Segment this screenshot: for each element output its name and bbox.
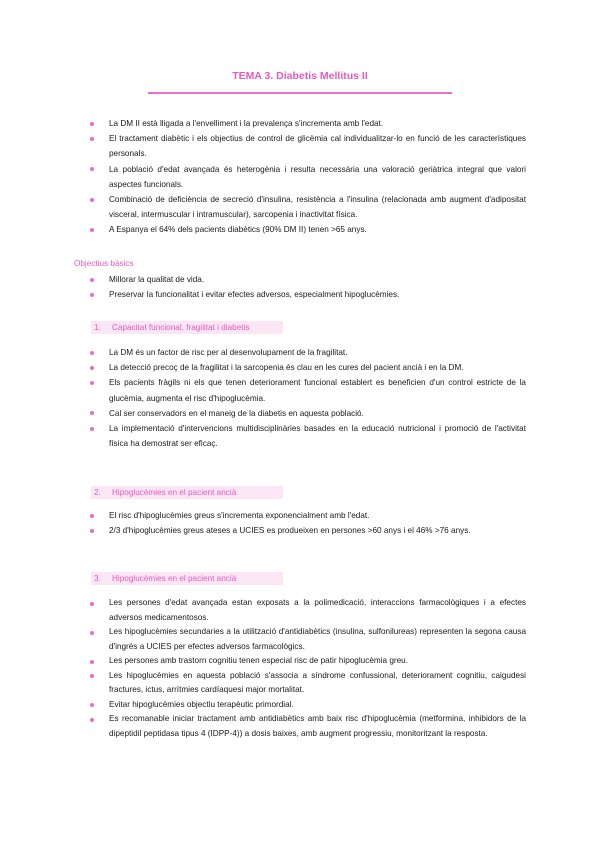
- section-2-heading: 2. Hipoglucèmies en el pacient ancià: [91, 486, 283, 499]
- bullet-icon: [90, 228, 94, 232]
- section-2-list: [90, 508, 526, 538]
- list-item: El tractament diabètic i els objectius de control de glicèmia cal individualitzar-lo en funció de les característiques personals.: [90, 131, 526, 161]
- page-title: TEMA 3. Diabetis Mellitus II: [232, 70, 368, 82]
- list-item: Les hipoglucèmies en aquesta població s'associa a síndrome confussional, deteriorament cognitiu, caigudesi fractures, ictus, arrítmies cardíaquesi major mortalitat.: [90, 669, 526, 698]
- list-item: A Espanya el 64% dels pacients diabètics (90% DM II) tenen >65 anys.: [90, 222, 526, 237]
- bullet-icon: [90, 122, 94, 126]
- bullet-icon: [90, 660, 94, 664]
- section-3-heading: 3. Hipoglucèmies en el pacient ancià: [91, 572, 283, 585]
- list-item: Combinació de deficiència de secreció d'insulina, resistència a l'insulina (relacionada amb augment d'adipositat visceral, intermuscular i intramuscular), sarcopenia i inactivitat física.: [90, 192, 526, 222]
- list-item: Millorar la qualitat de vida.: [90, 272, 526, 287]
- bullet-icon: [90, 602, 94, 606]
- section-1-list: [90, 345, 526, 451]
- list-item: Evitar hipoglucèmies objectiu terapèutic primordial.: [90, 698, 526, 713]
- objectius-list: [90, 272, 526, 302]
- bullet-icon: [90, 631, 94, 635]
- list-item: La implementació d'intervencions multidisciplinàries basades en la educació nutricional i promoció de l'activitat física ha demostrat ser eficaç.: [90, 421, 526, 451]
- section-1-heading: 1. Capacitat funcional, fragilitat i diabetis: [91, 321, 283, 334]
- intro-list: [90, 116, 526, 238]
- list-item: Les persones d'edat avançada estan exposats a la polimedicació, interaccions farmacològiques i a efectes adversos medicamentosos.: [90, 596, 526, 625]
- list-item: Les hipoglucèmies secundaries a la utilització d'antidiabètics (insulina, sulfonilureas) representen la segona causa d'ingrés a UCIES per efectes adversos farmacològics.: [90, 625, 526, 654]
- bullet-icon: [90, 137, 94, 141]
- bullet-icon: [90, 411, 94, 415]
- list-item: La població d'edat avançada és heterogènia i resulta necessària una valoració geriàtrica integral que valori aspectes funcionals.: [90, 162, 526, 192]
- objectius-heading: Objectius bàsics: [74, 259, 134, 268]
- bullet-icon: [90, 674, 94, 678]
- list-item: La detecció precoç de la fragilitat i la sarcopenia és clau en les cures del pacient ancià i en la DM.: [90, 360, 526, 375]
- list-item: Cal ser conservadors en el maneig de la diabetis en aquesta població.: [90, 406, 526, 421]
- title-underline: [148, 92, 452, 94]
- list-item: La DM II està lligada a l'envelliment i la prevalença s'incrementa amb l'edat.: [90, 116, 526, 131]
- bullet-icon: [90, 514, 94, 518]
- list-item: 2/3 d'hipoglucèmies greus ateses a UCIES es produeixen en persones >60 anys i el 46% >76 anys.: [90, 523, 526, 538]
- list-item: Els pacients fràgils ni els que tenen deteriorament funcional establert es beneficien d'un control estricte de la glucèmia, augmenta el risc d'hipoglucèmia.: [90, 375, 526, 405]
- bullet-icon: [90, 529, 94, 533]
- bullet-icon: [90, 278, 94, 282]
- list-item: Es recomanable iniciar tractament amb antidiabètics amb baix risc d'hipoglucèmia (metformina, inhibidors de la dipeptidil peptidasa tipus 4 (IDPP-4)) a dosis baixes, amb augment progressiu, monitoritzant la resposta.: [90, 712, 526, 741]
- list-item: Preservar la funcionalitat i evitar efectes adversos, especialment hipoglucèmies.: [90, 287, 526, 302]
- bullet-icon: [90, 198, 94, 202]
- bullet-icon: [90, 703, 94, 707]
- bullet-icon: [90, 366, 94, 370]
- list-item: Les persones amb trastorn cognitiu tenen especial risc de patir hipoglucèmia greu.: [90, 654, 526, 669]
- bullet-icon: [90, 351, 94, 355]
- bullet-icon: [90, 718, 94, 722]
- bullet-icon: [90, 167, 94, 171]
- bullet-icon: [90, 293, 94, 297]
- bullet-icon: [90, 381, 94, 385]
- bullet-icon: [90, 427, 94, 431]
- list-item: El risc d'hipoglucèmies greus s'incrementa exponencialment amb l'edat.: [90, 508, 526, 523]
- list-item: La DM és un factor de risc per al desenvolupament de la fragilitat.: [90, 345, 526, 360]
- section-3-list: [90, 596, 526, 741]
